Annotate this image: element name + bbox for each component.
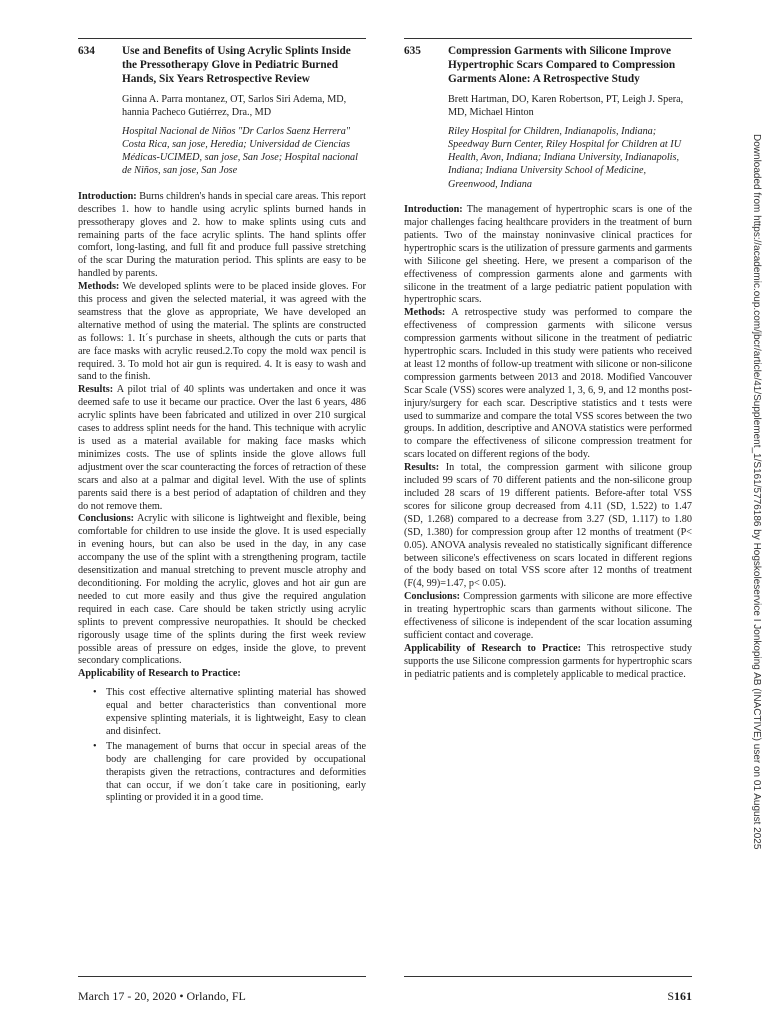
bottom-rule-right	[404, 976, 692, 977]
abstract-title: Use and Benefits of Using Acrylic Splints Inside the Pressotherapy Glove in Pediatric Burned Hands, Six Years Retrospective Review	[122, 45, 351, 85]
download-watermark	[746, 134, 766, 894]
section-text: Compression garments with silicone are more effective in treating hypertrophic scars than garments without silicone. The effectiveness of silicone is independent of the scar location assuming sufficient contact and coverage.	[404, 591, 692, 641]
section-conclusions	[78, 513, 366, 668]
list-item	[93, 740, 366, 806]
section-label: Results:	[404, 462, 440, 474]
footer-conference: March 17 - 20, 2020 • Orlando, FL	[78, 989, 246, 1003]
abstract-affiliation: Hospital Nacional de Niños "Dr Carlos Saenz Herrera" Costa Rica, san jose, Heredia; Universidad de Ciencias Médicas-UCIMED, san jose, San Jose; Hospital nacional de Niños, san jose, San Jose	[122, 125, 358, 177]
abstract-body	[404, 204, 692, 682]
section-label: Applicability of Research to Practice:	[78, 668, 241, 680]
section-applicability	[78, 668, 366, 681]
section-text: In total, the compression garment with silicone group included 99 scars of 70 different patients and the non-silicone group included 28 scars of 19 different patients. Before-after total VSS scores for silicone group decreased from 4.11 (SD, 1.522) to 1.47 (SD, 1.268) compared to a decrease from 3.27 (SD, 1.117) to 1.80 (SD, 1.380) for compression group after 12 months of treatment (P< 0.05). ANOVA analysis revealed no statistically significant difference between silicone's effectiveness on scars located in different regions of the body based on total VSS score after 12 months of treatment (F(4, 99)=1.47, p< 0.05).	[404, 462, 692, 590]
section-label: Methods:	[78, 281, 120, 293]
list-item-text: The management of burns that occur in special areas of the body are challenging for care provided by occupational therapists given the retractions, contractures and deformities that can occur, if we don´t take care in positioning, early splinting or provided it in a good time.	[106, 740, 366, 804]
section-text: A pilot trial of 40 splints was undertaken and once it was deemed safe to use it became our practice. Over the last 6 years, 486 acrylic splints have been fabricated and utilized in over 210 surgical cases to address splint needs for the hand. This technique with acrylic is used as a material available for making face masks which minimizes costs. The use of splints inside the glove allows full adjustment over the scar counteracting the forces of retraction of these scars and also at a palmar and digital level. With the use of splints parents said there is a best period of adaptation of children and they do not remove them.	[78, 384, 366, 512]
section-methods	[404, 307, 692, 462]
section-text: This retrospective study supports the use Silicone compression garments for hypertrophic scars in pediatric patients and is completely applicable to medical practice.	[404, 642, 692, 680]
applicability-list	[78, 687, 366, 805]
section-label: Introduction:	[404, 204, 463, 216]
top-rule	[404, 38, 692, 39]
abstract-number: 635	[404, 45, 421, 57]
top-rule	[78, 38, 366, 39]
section-label: Conclusions:	[78, 513, 135, 525]
section-text: The management of hypertrophic scars is one of the major challenges facing healthcare providers in the treatment of burn patients. Two of the mainstay noninvasive clinical practices for hypertrophic scars is the utilization of pressure garments and garments with Silicone gel sheeting. Here, we present a comparison of the effectiveness of compression garments alone and garments with silicone in the treatment of a large pediatric patient population with hypertrophic scars.	[404, 204, 692, 306]
section-text: Burns children's hands in special care areas. This report describes 1. how to handle using acrylic splints burned hands in pressotherapy gloves and 2. how to make splints using cuts and remaining parts of the face acrylic splints. The hand splints offer comfort, long-lasting, and full fit and produce full passive stretching of the scar During the maturation period. This splints are easy to be handled by parents.	[78, 190, 366, 280]
section-text: A retrospective study was performed to compare the effectiveness of compression garments with silicone versus compression garments without silicone in the treatment of pediatric hypertrophic scars. Included in this study were patients who received at least 12 months of follow-up treatment with silicone or non-silicone compression garments between 2013 and 2018. Modified Vancouver Scar Scale (VSS) scores were analyzed 1, 3, 6, 9, and 12 months post-injury/surgery for each scar. Descriptive statistics and t tests were used to summarize and compare the total VSS scores between the two groups. In addition, descriptive and ANOVA statistics were performed to compare the effectiveness of silicone compression treatment for scars located on different regions of the body.	[404, 307, 692, 461]
abstract-body	[78, 191, 366, 806]
abstract-authors: Brett Hartman, DO, Karen Robertson, PT, Leigh J. Spera, MD, Michael Hinton	[448, 94, 684, 119]
bullet-icon: •	[93, 687, 97, 699]
section-methods	[78, 281, 366, 384]
section-conclusions	[404, 591, 692, 643]
section-label: Applicability of Research to Practice:	[404, 642, 582, 654]
section-applicability	[404, 643, 692, 682]
list-item	[93, 687, 366, 739]
section-label: Results:	[78, 384, 114, 396]
section-introduction	[78, 191, 366, 281]
abstract-635	[404, 38, 692, 682]
page-number: 161	[674, 989, 692, 1003]
abstract-number: 634	[78, 45, 95, 57]
abstract-header	[404, 44, 692, 191]
section-results	[78, 384, 366, 513]
footer-page-number	[404, 989, 692, 1004]
section-text: We developed splints were to be placed inside gloves. For this process and given the selected material, it was agreed with the seamstress that the glove as appropriate, We have developed an alternative method of using the material. The splints are constructed as follows: 1. It´s purchase in sheets, although the cuts or parts that are face masks with acrylic reused.2.To copy the mold wax pencil is required. 3. To mold hot air gun is required. 4. It is easy to wash and sand to the finish.	[78, 281, 366, 383]
download-note: Downloaded from https://academic.oup.com/jbcr/article/41/Supplement_1/S161/5776186 by Hogskoleservice I Jonkoping AB (INACTIVE) user on 01 August 2025	[751, 134, 762, 850]
section-text: Acrylic with silicone is lightweight and flexible, being comfortable for children to use inside the glove. It is used especially in evening hours, but can also be used in the day, in any case accompany the use of the splint with a strengthening program, tactile desensitization and manual stretching to prevent muscle atrophy and deconditioning. For molding the acrylic, gloves and hot air gun are needed to cut more easily and thus give the required angulation required in each case. Care should be taken strictly using acrylic splints to prevent compressive neuropathies. It should be checked rigorously usage time of the splints during the first week review possible areas of pressure on edges, inside the glove, to prevent secondary complications.	[78, 513, 366, 667]
bullet-icon: •	[93, 740, 97, 752]
section-label: Methods:	[404, 307, 446, 319]
page-prefix: S	[667, 989, 674, 1003]
abstract-header	[78, 44, 366, 178]
bottom-rule-left	[78, 976, 366, 977]
abstract-affiliation: Riley Hospital for Children, Indianapolis, Indiana; Speedway Burn Center, Riley Hospital for Children at IU Health, Avon, Indiana; Indiana University, Indianapolis, Indiana; Indiana University School of Medicine, Greenwood, Indiana	[448, 125, 682, 190]
list-item-text: This cost effective alternative splinting material has showed equal and better characteristics than conventional more expensive splinting materials, it is lightweight, Easy to clean and disinfect.	[106, 687, 366, 737]
section-label: Conclusions:	[404, 591, 461, 603]
section-introduction	[404, 204, 692, 307]
section-results	[404, 462, 692, 591]
abstract-634	[78, 38, 366, 807]
section-label: Introduction:	[78, 190, 137, 202]
abstract-authors: Ginna A. Parra montanez, OT, Sarlos Siri Adema, MD, hannia Pacheco Gutiérrez, Dra., MD	[122, 94, 347, 119]
abstract-title: Compression Garments with Silicone Improve Hypertrophic Scars Compared to Compression Garments Alone: A Retrospective Study	[448, 45, 676, 85]
